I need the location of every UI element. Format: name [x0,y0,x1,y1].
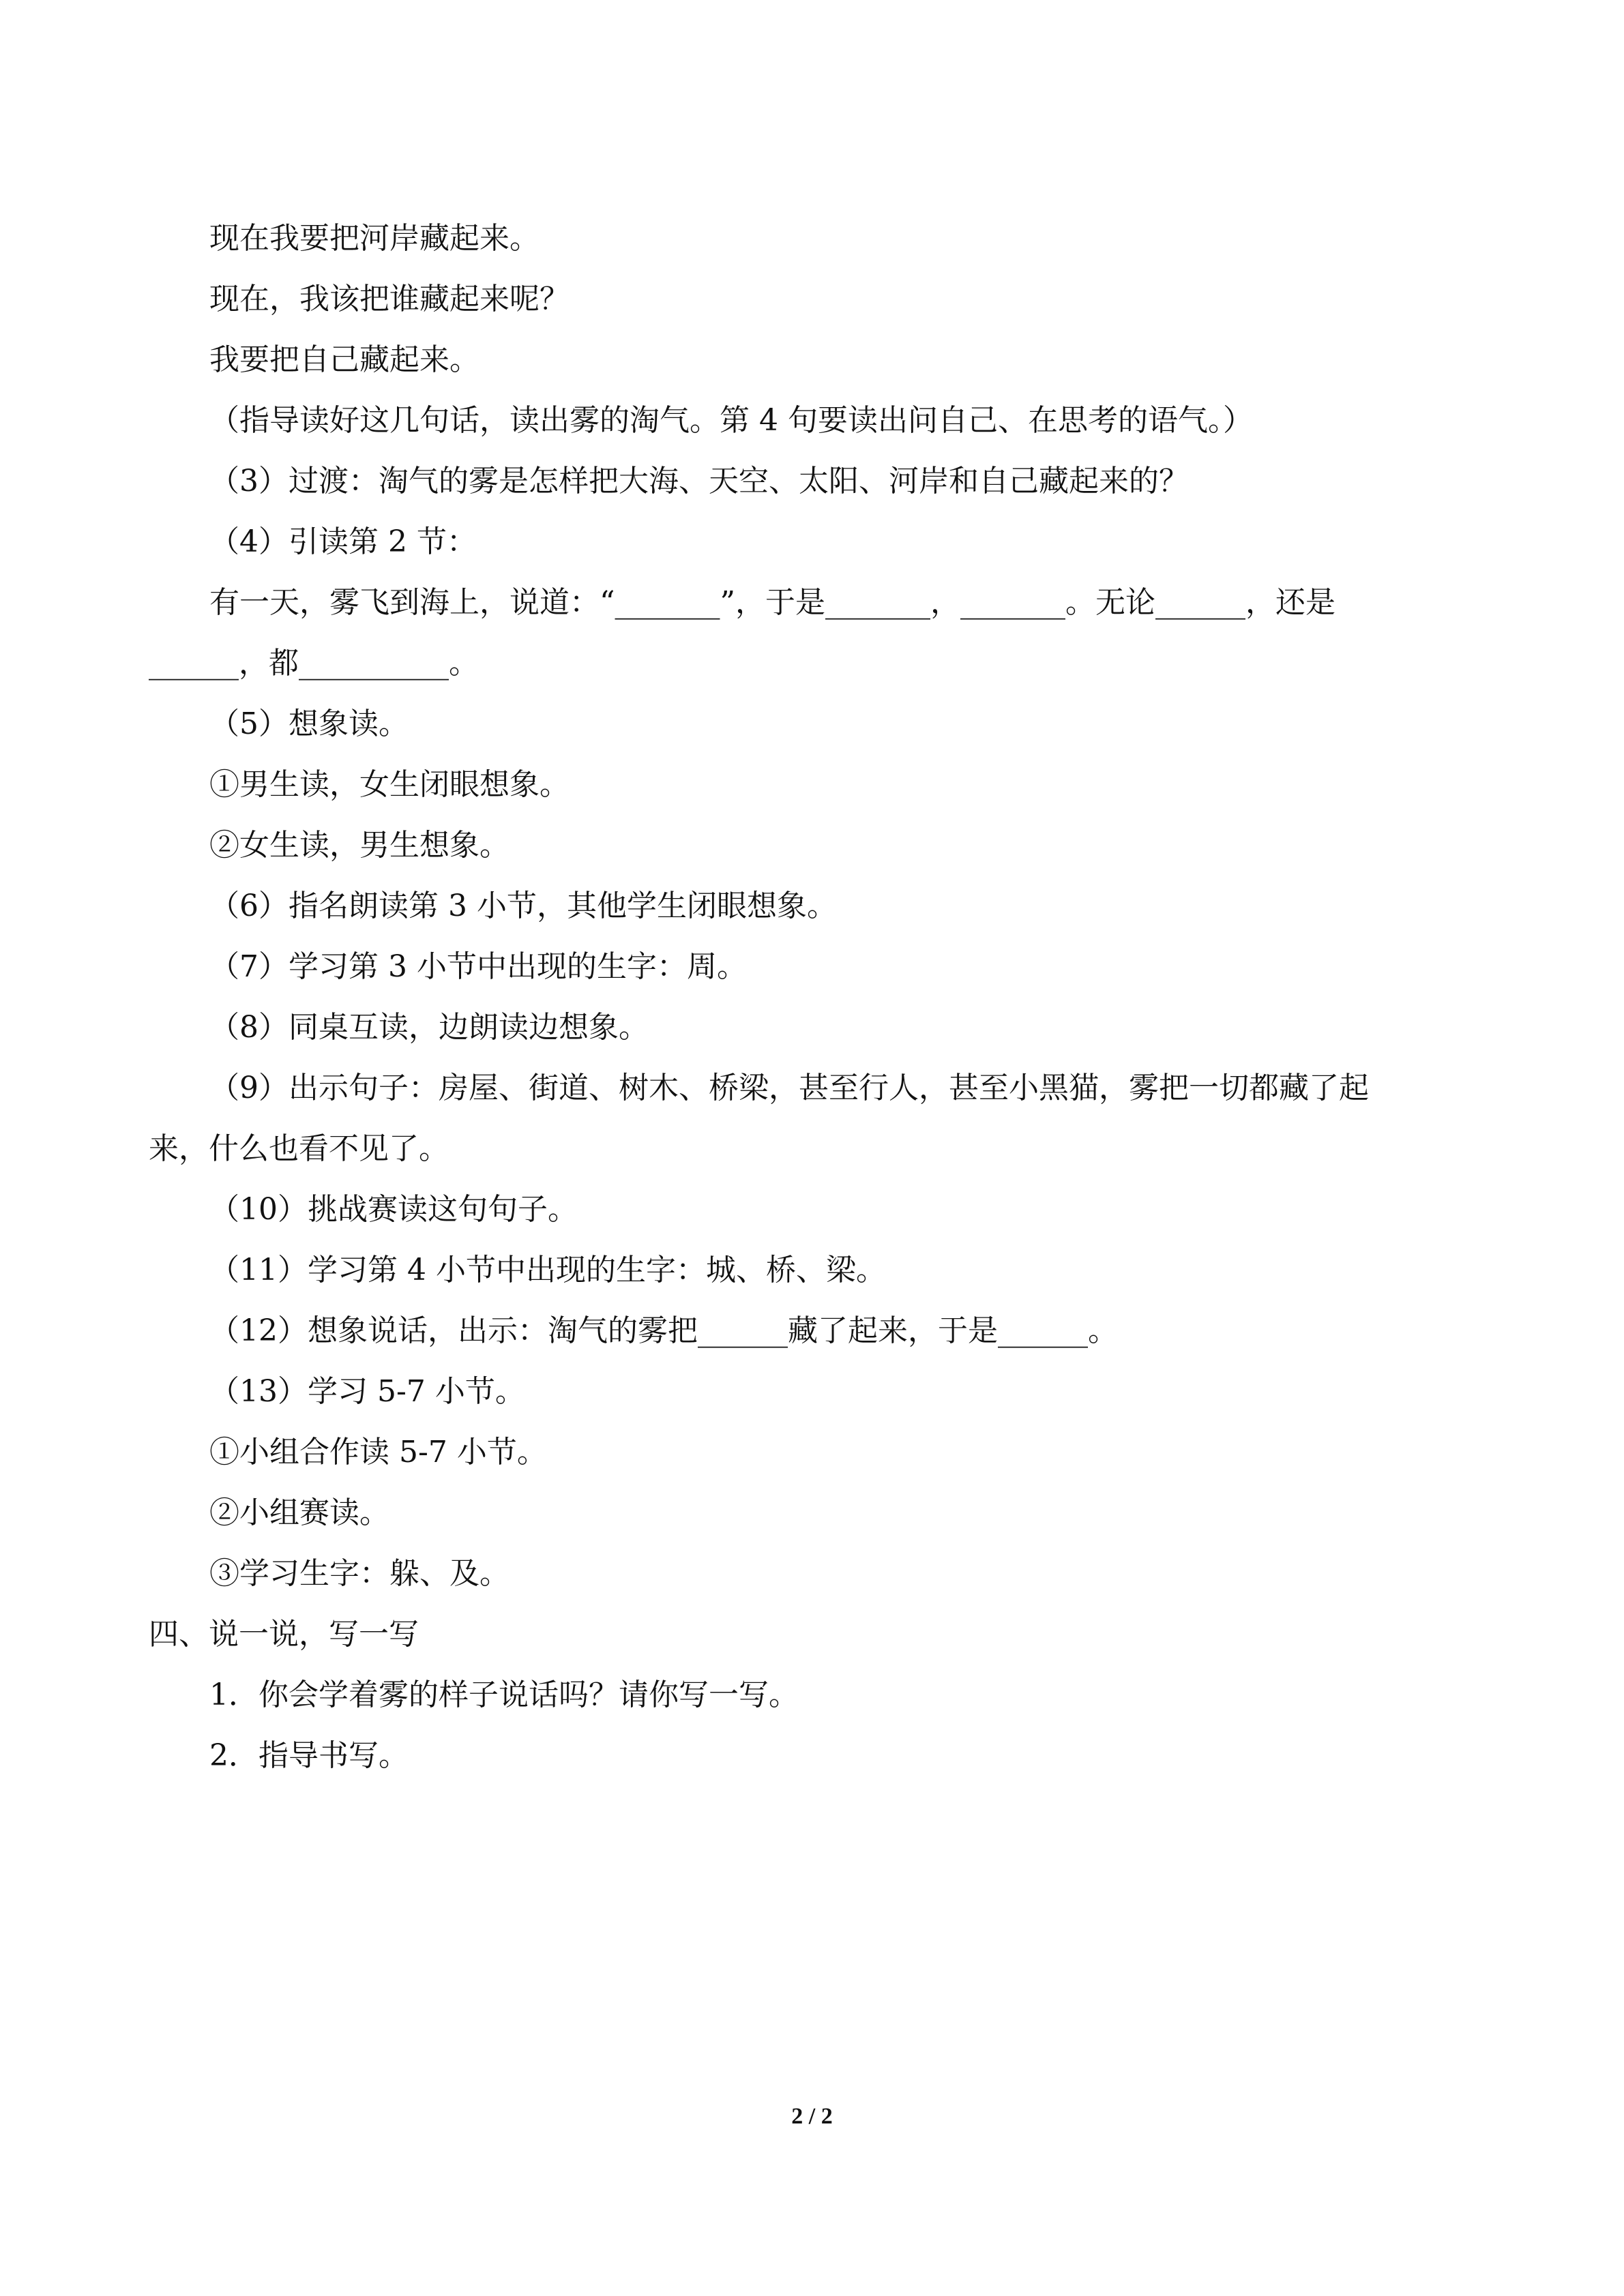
text-line: （4）引读第 2 节： [209,524,477,559]
text-line: （5）想象读。 [209,706,409,741]
document-body [149,208,1480,1786]
text-line: （8）同桌互读，边朗读边想象。 [209,1010,649,1045]
text-line: 2．指导书写。 [209,1738,409,1773]
text-line: ②女生读，男生想象。 [209,828,510,863]
text-line: ______，都__________。 [149,646,479,681]
text-line: ①男生读，女生闭眼想象。 [209,767,570,802]
text-line: ②小组赛读。 [209,1495,389,1530]
text-line: （10）挑战赛读这句句子。 [209,1192,578,1227]
text-line: （12）想象说话，出示：淘气的雾把______藏了起来，于是______。 [209,1313,1118,1348]
text-line: 来，什么也看不见了。 [149,1131,449,1166]
text-line: （指导读好这几句话，读出雾的淘气。第 4 句要读出问自己、在思考的语气。） [209,403,1253,438]
text-line: 我要把自己藏起来。 [209,342,479,377]
text-line: （13）学习 5-7 小节。 [209,1374,525,1409]
section-heading: 四、说一说，写一写 [149,1617,419,1652]
text-line: （9）出示句子：房屋、街道、树木、桥梁，甚至行人，甚至小黑猫，雾把一切都藏了起 [209,1071,1369,1105]
text-line: （7）学习第 3 小节中出现的生字：周。 [209,949,747,984]
text-line: （3）过渡：淘气的雾是怎样把大海、天空、太阳、河岸和自己藏起来的？ [209,464,1189,498]
text-line: 1．你会学着雾的样子说话吗？请你写一写。 [209,1678,799,1712]
text-line: 现在，我该把谁藏起来呢？ [209,282,570,316]
page-number: 2 / 2 [791,2104,833,2129]
text-line: 有一天，雾飞到海上，说道：“_______”，于是_______，_______。无论______，还是 [209,585,1335,620]
text-line: ③学习生字：躲、及。 [209,1556,510,1591]
text-line: （6）指名朗读第 3 小节，其他学生闭眼想象。 [209,889,837,923]
text-line: 现在我要把河岸藏起来。 [209,221,540,256]
text-line: ①小组合作读 5-7 小节。 [209,1435,547,1470]
text-line: （11）学习第 4 小节中出现的生字：城、桥、梁。 [209,1253,886,1287]
